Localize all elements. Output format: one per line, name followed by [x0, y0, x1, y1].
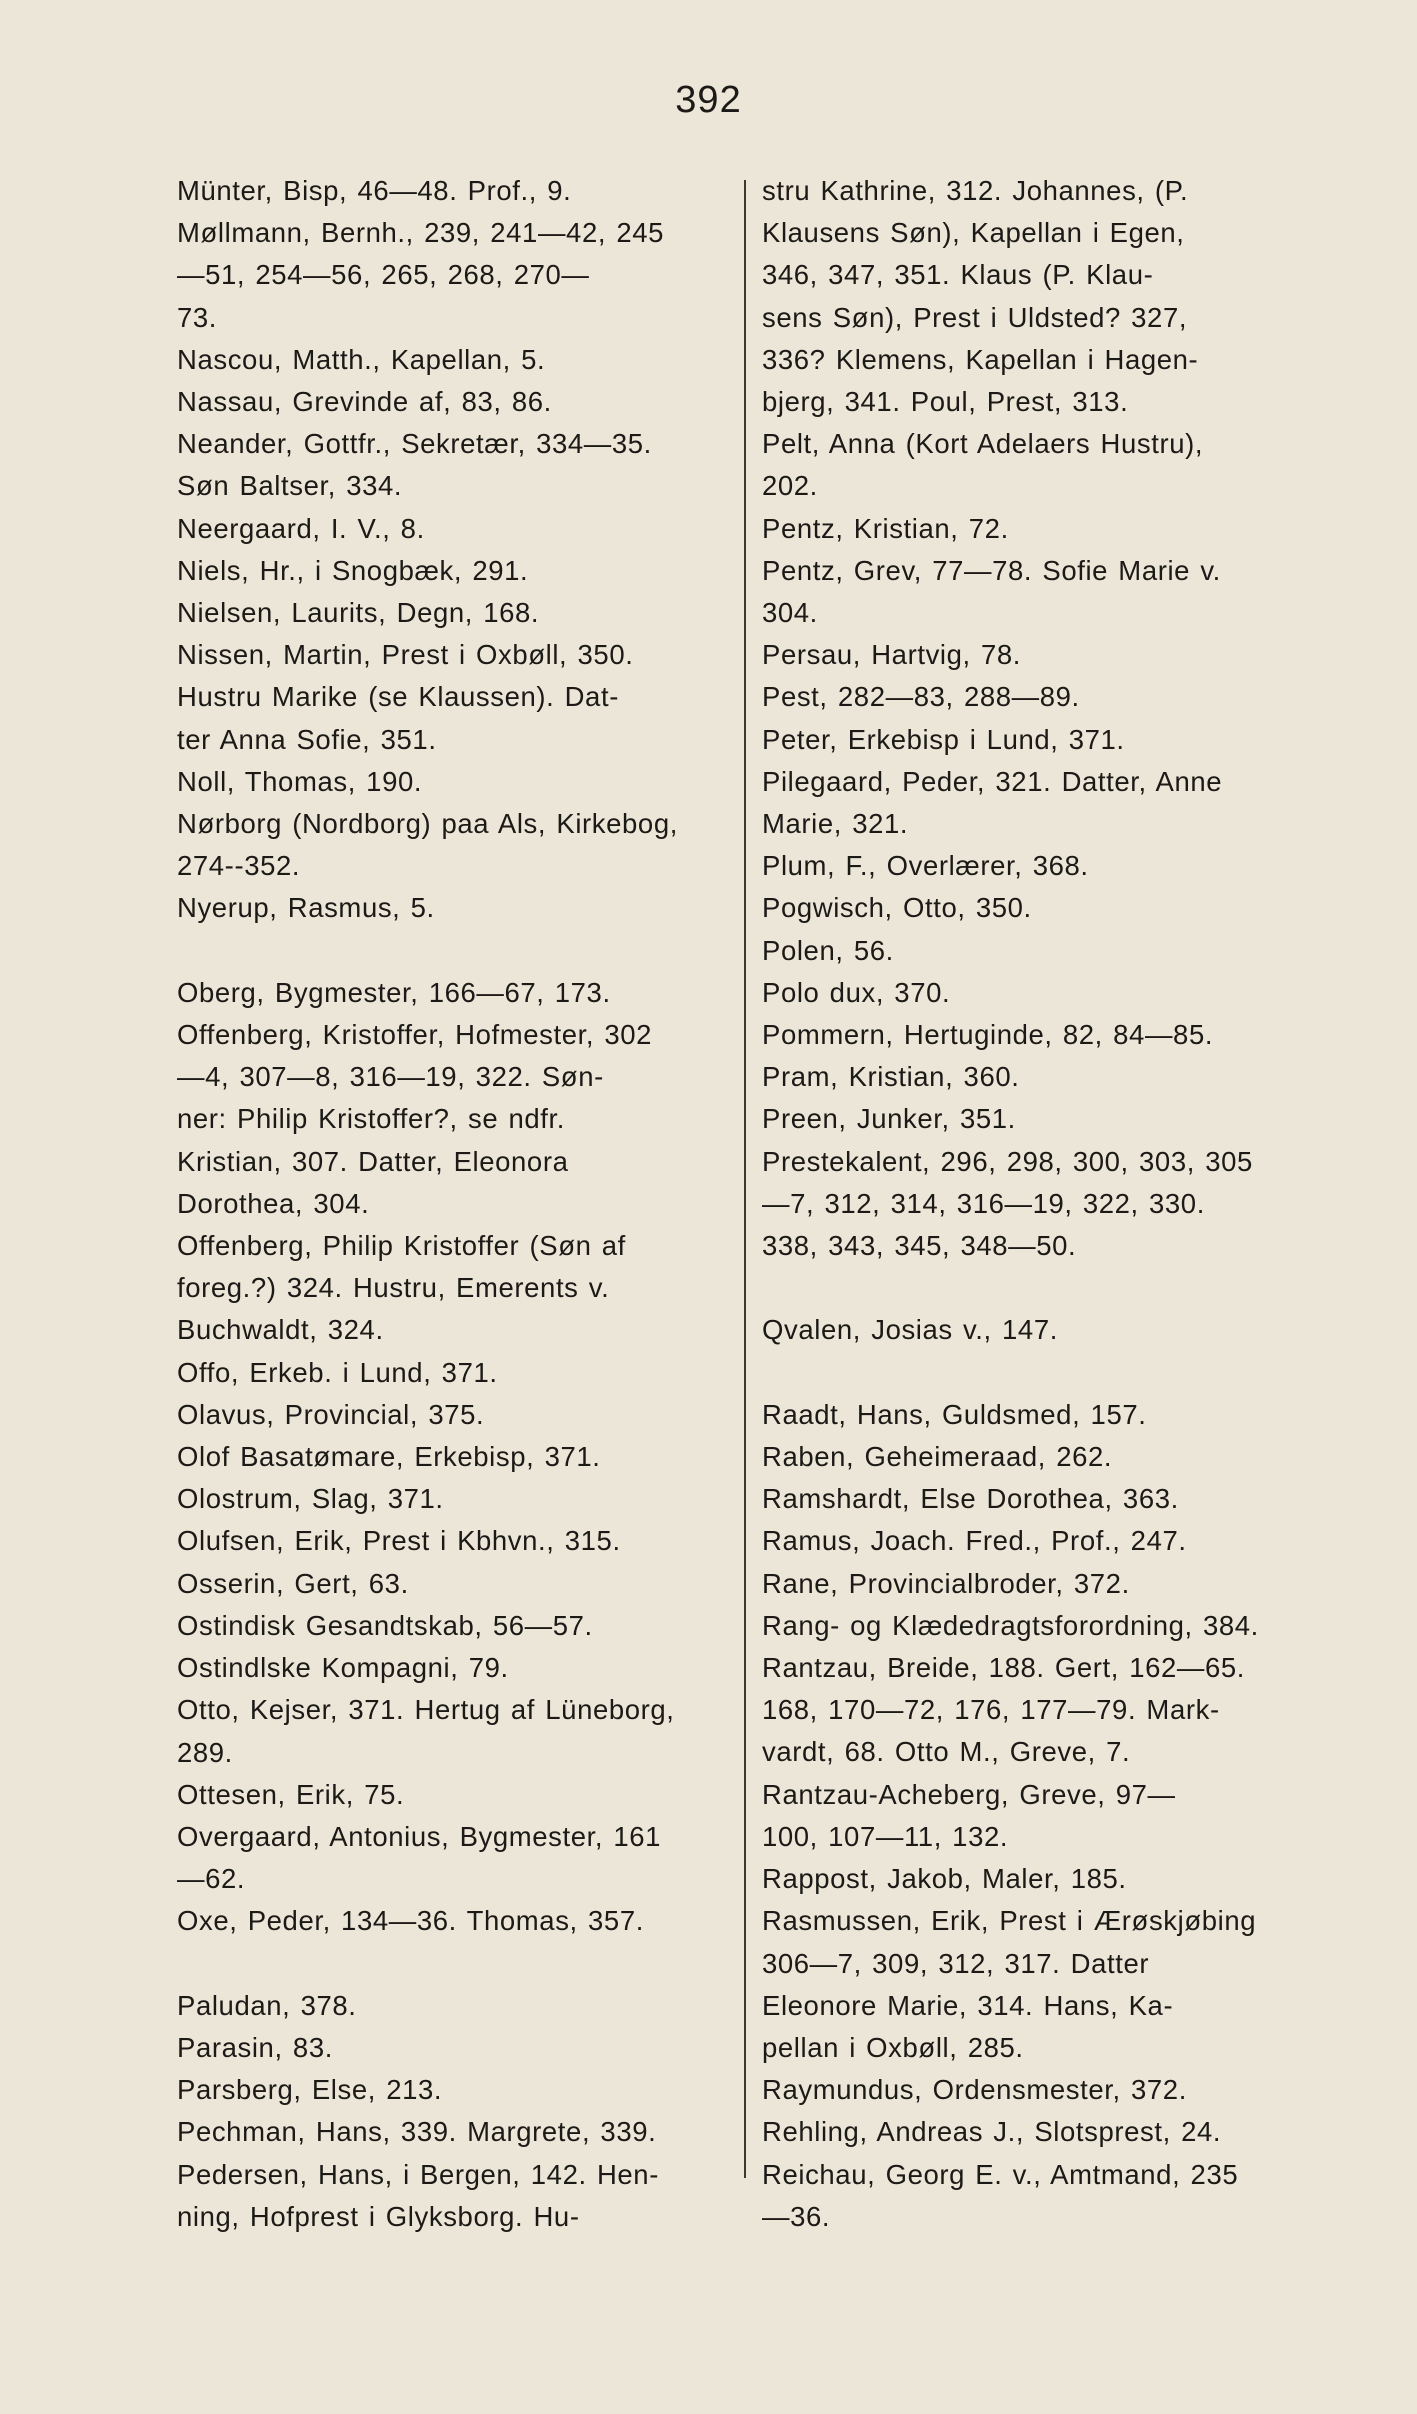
index-entry: [177, 2154, 729, 2238]
entry-line: Niels, Hr., i Snogbæk, 291.: [177, 554, 529, 586]
entry-line: Nielsen, Laurits, Degn, 168.: [177, 597, 540, 629]
entry-line: Polo dux, 370.: [762, 976, 951, 1008]
entry-line: Osserin, Gert, 63.: [177, 1567, 409, 1599]
entry-line: 274--352.: [177, 850, 301, 882]
index-entry: [762, 1858, 1322, 1900]
entry-line: sens Søn), Prest i Uldsted? 327,: [762, 301, 1188, 333]
entry-line: Nørborg (Nordborg) paa Als, Kirkebog,: [177, 808, 678, 840]
index-entry: [177, 2069, 729, 2111]
index-entry: [762, 2069, 1322, 2111]
entry-line: Ramus, Joach. Fred., Prof., 247.: [762, 1525, 1187, 1557]
entry-line: Olof Basatømare, Erkebisp, 371.: [177, 1441, 601, 1473]
entry-line: Pogwisch, Otto, 350.: [762, 892, 1032, 924]
entry-line: Eleonore Marie, 314. Hans, Ka-: [762, 1989, 1174, 2021]
entry-line: Olavus, Provincial, 375.: [177, 1398, 485, 1430]
index-entry: [762, 2111, 1322, 2153]
index-entry: [762, 930, 1322, 972]
entry-line: Paludan, 378.: [177, 1989, 357, 2021]
index-entry: [177, 1225, 729, 1352]
index-entry: [762, 1098, 1322, 1140]
entry-line: ner: Philip Kristoffer?, se ndfr.: [177, 1103, 566, 1135]
index-entry-continuation: [762, 381, 1322, 423]
entry-line: Raymundus, Ordensmester, 372.: [762, 2074, 1187, 2106]
letter-group-gap: [762, 1267, 1322, 1309]
entry-line: Reichau, Georg E. v., Amtmand, 235: [762, 2158, 1239, 2190]
entry-line: Marie, 321.: [762, 808, 909, 840]
entry-line: Overgaard, Antonius, Bygmester, 161: [177, 1820, 662, 1852]
index-entry: [762, 634, 1322, 676]
index-entry-continuation: [762, 212, 1322, 254]
index-entry: [762, 1014, 1322, 1056]
index-entry: [177, 508, 729, 550]
index-entry: [762, 1520, 1322, 1562]
entry-line: ning, Hofprest i Glyksborg. Hu-: [177, 2200, 580, 2232]
entry-line: Raadt, Hans, Guldsmed, 157.: [762, 1398, 1147, 1430]
index-entry: [177, 1520, 729, 1562]
index-entry: [177, 1900, 729, 1942]
letter-group-gap: [177, 930, 729, 972]
entry-line: Prestekalent, 296, 298, 300, 303, 305: [762, 1145, 1253, 1177]
entry-line: Kristian, 307. Datter, Eleonora: [177, 1145, 569, 1177]
index-entry: [177, 1605, 729, 1647]
entry-line: Buchwaldt, 324.: [177, 1314, 384, 1346]
column-divider: [744, 180, 746, 2178]
index-entry-continuation: [762, 170, 1322, 212]
entry-line: Søn Baltser, 334.: [177, 470, 403, 502]
index-entry: [177, 592, 729, 634]
entry-line: Pechman, Hans, 339. Margrete, 339.: [177, 2116, 657, 2148]
entry-line: Pedersen, Hans, i Bergen, 142. Hen-: [177, 2158, 659, 2190]
entry-line: Rappost, Jakob, Maler, 185.: [762, 1863, 1127, 1895]
index-column-left: [177, 170, 729, 2238]
entry-line: Pentz, Kristian, 72.: [762, 512, 1009, 544]
entry-line: Dorothea, 304.: [177, 1187, 370, 1219]
entry-line: Peter, Erkebisp i Lund, 371.: [762, 723, 1125, 755]
entry-line: Pram, Kristian, 360.: [762, 1061, 1020, 1093]
entry-line: Pommern, Hertuginde, 82, 84—85.: [762, 1019, 1214, 1051]
index-entry: [762, 1436, 1322, 1478]
entry-line: Nascou, Matth., Kapellan, 5.: [177, 343, 546, 375]
index-entry: [762, 972, 1322, 1014]
entry-line: 73.: [177, 301, 218, 333]
index-entry: [177, 2027, 729, 2069]
entry-line: 336? Klemens, Kapellan i Hagen-: [762, 343, 1199, 375]
index-entry: [762, 2154, 1322, 2238]
index-entry: [762, 1394, 1322, 1436]
entry-line: 338, 343, 345, 348—50.: [762, 1230, 1077, 1262]
entry-line: 346, 347, 351. Klaus (P. Klau-: [762, 259, 1154, 291]
entry-line: 100, 107—11, 132.: [762, 1820, 1009, 1852]
entry-line: foreg.?) 324. Hustru, Emerents v.: [177, 1272, 610, 1304]
letter-group-gap: [762, 1352, 1322, 1394]
entry-line: Rang- og Klædedragtsforordning, 384.: [762, 1609, 1259, 1641]
index-entry: [762, 845, 1322, 887]
index-entry-continuation: [762, 297, 1322, 339]
entry-line: —7, 312, 314, 316—19, 322, 330.: [762, 1187, 1205, 1219]
entry-line: Rehling, Andreas J., Slotsprest, 24.: [762, 2116, 1222, 2148]
index-entry: [762, 508, 1322, 550]
index-entry: [177, 634, 729, 761]
entry-line: Rantzau-Acheberg, Greve, 97—: [762, 1778, 1176, 1810]
entry-line: Pentz, Grev, 77—78. Sofie Marie v.: [762, 554, 1221, 586]
entry-line: Ostindlske Kompagni, 79.: [177, 1652, 509, 1684]
entry-line: ter Anna Sofie, 351.: [177, 723, 437, 755]
index-entry: [177, 1478, 729, 1520]
entry-line: Ottesen, Erik, 75.: [177, 1778, 405, 1810]
entry-line: 289.: [177, 1736, 233, 1768]
page-number: 392: [675, 79, 742, 121]
entry-line: bjerg, 341. Poul, Prest, 313.: [762, 386, 1129, 418]
entry-line: Offenberg, Philip Kristoffer (Søn af: [177, 1230, 626, 1262]
entry-line: Nyerup, Rasmus, 5.: [177, 892, 435, 924]
entry-line: Pelt, Anna (Kort Adelaers Hustru),: [762, 428, 1204, 460]
index-entry: [177, 381, 729, 423]
entry-line: Parasin, 83.: [177, 2031, 333, 2063]
entry-line: Otto, Kejser, 371. Hertug af Lüneborg,: [177, 1694, 675, 1726]
index-entry: [177, 1436, 729, 1478]
index-entry-continuation: [762, 254, 1322, 296]
entry-line: Noll, Thomas, 190.: [177, 765, 423, 797]
entry-line: Polen, 56.: [762, 934, 894, 966]
index-entry: [762, 1478, 1322, 1520]
index-entry: [762, 1563, 1322, 1605]
entry-line: Parsberg, Else, 213.: [177, 2074, 443, 2106]
index-entry: [177, 1563, 729, 1605]
index-entry: [177, 972, 729, 1014]
entry-line: Klausens Søn), Kapellan i Egen,: [762, 217, 1185, 249]
index-entry: [762, 1900, 1322, 2069]
entry-line: —36.: [762, 2200, 831, 2232]
entry-line: Pest, 282—83, 288—89.: [762, 681, 1080, 713]
index-entry: [177, 887, 729, 929]
index-entry: [762, 1605, 1322, 1647]
index-entry: [762, 676, 1322, 718]
entry-line: Neergaard, I. V., 8.: [177, 512, 425, 544]
entry-line: Preen, Junker, 351.: [762, 1103, 1016, 1135]
index-entry: [177, 550, 729, 592]
index-entry: [762, 550, 1322, 634]
entry-line: Olostrum, Slag, 371.: [177, 1483, 444, 1515]
index-entry: [762, 1056, 1322, 1098]
index-entry: [177, 761, 729, 803]
index-entry: [177, 1774, 729, 1816]
index-entry: [177, 1394, 729, 1436]
entry-line: Rane, Provincialbroder, 372.: [762, 1567, 1130, 1599]
entry-line: Rantzau, Breide, 188. Gert, 162—65.: [762, 1652, 1246, 1684]
entry-line: Nassau, Grevinde af, 83, 86.: [177, 386, 552, 418]
entry-line: vardt, 68. Otto M., Greve, 7.: [762, 1736, 1131, 1768]
index-entry: [762, 719, 1322, 761]
entry-line: 304.: [762, 597, 818, 629]
index-entry: [177, 1014, 729, 1225]
entry-line: Raben, Geheimeraad, 262.: [762, 1441, 1113, 1473]
letter-group-gap: [177, 1943, 729, 1985]
entry-line: Offenberg, Kristoffer, Hofmester, 302: [177, 1019, 653, 1051]
index-column-right: [762, 170, 1322, 2238]
index-entry: [177, 803, 729, 887]
entry-line: Münter, Bisp, 46—48. Prof., 9.: [177, 175, 572, 206]
entry-line: Rasmussen, Erik, Prest i Ærøskjøbing: [762, 1905, 1257, 1937]
index-entry: [177, 1689, 729, 1773]
entry-line: Persau, Hartvig, 78.: [762, 639, 1022, 671]
index-entry: [177, 423, 729, 507]
entry-line: Qvalen, Josias v., 147.: [762, 1314, 1058, 1346]
entry-line: Nissen, Martin, Prest i Oxbøll, 350.: [177, 639, 634, 671]
entry-line: Ostindisk Gesandtskab, 56—57.: [177, 1609, 593, 1641]
index-entry: [762, 1647, 1322, 1858]
index-entry: [177, 2111, 729, 2153]
index-entry: [762, 887, 1322, 929]
entry-line: Offo, Erkeb. i Lund, 371.: [177, 1356, 498, 1388]
entry-line: Neander, Gottfr., Sekretær, 334—35.: [177, 428, 652, 460]
entry-line: Hustru Marike (se Klaussen). Dat-: [177, 681, 619, 713]
entry-line: Oxe, Peder, 134—36. Thomas, 357.: [177, 1905, 644, 1937]
index-entry: [762, 1141, 1322, 1268]
entry-line: —4, 307—8, 316—19, 322. Søn-: [177, 1061, 604, 1093]
entry-line: Oberg, Bygmester, 166—67, 173.: [177, 976, 611, 1008]
entry-line: Ramshardt, Else Dorothea, 363.: [762, 1483, 1179, 1515]
index-entry: [762, 423, 1322, 507]
index-entry: [762, 761, 1322, 845]
index-entry: [177, 1352, 729, 1394]
index-entry: [762, 1309, 1322, 1351]
index-entry: [177, 339, 729, 381]
index-entry: [177, 212, 729, 339]
entry-line: Plum, F., Overlærer, 368.: [762, 850, 1089, 882]
entry-line: 202.: [762, 470, 818, 502]
index-entry-continuation: [762, 339, 1322, 381]
entry-line: Olufsen, Erik, Prest i Kbhvn., 315.: [177, 1525, 621, 1557]
index-entry: [177, 1647, 729, 1689]
entry-line: 168, 170—72, 176, 177—79. Mark-: [762, 1694, 1220, 1726]
entry-line: stru Kathrine, 312. Johannes, (P.: [762, 175, 1189, 206]
entry-line: pellan i Oxbøll, 285.: [762, 2031, 1024, 2063]
entry-line: Pilegaard, Peder, 321. Datter, Anne: [762, 765, 1223, 797]
index-entry: [177, 170, 729, 212]
entry-line: —51, 254—56, 265, 268, 270—: [177, 259, 590, 291]
entry-line: 306—7, 309, 312, 317. Datter: [762, 1947, 1150, 1979]
entry-line: Møllmann, Bernh., 239, 241—42, 245: [177, 217, 664, 249]
entry-line: —62.: [177, 1863, 246, 1895]
index-entry: [177, 1985, 729, 2027]
index-entry: [177, 1816, 729, 1900]
